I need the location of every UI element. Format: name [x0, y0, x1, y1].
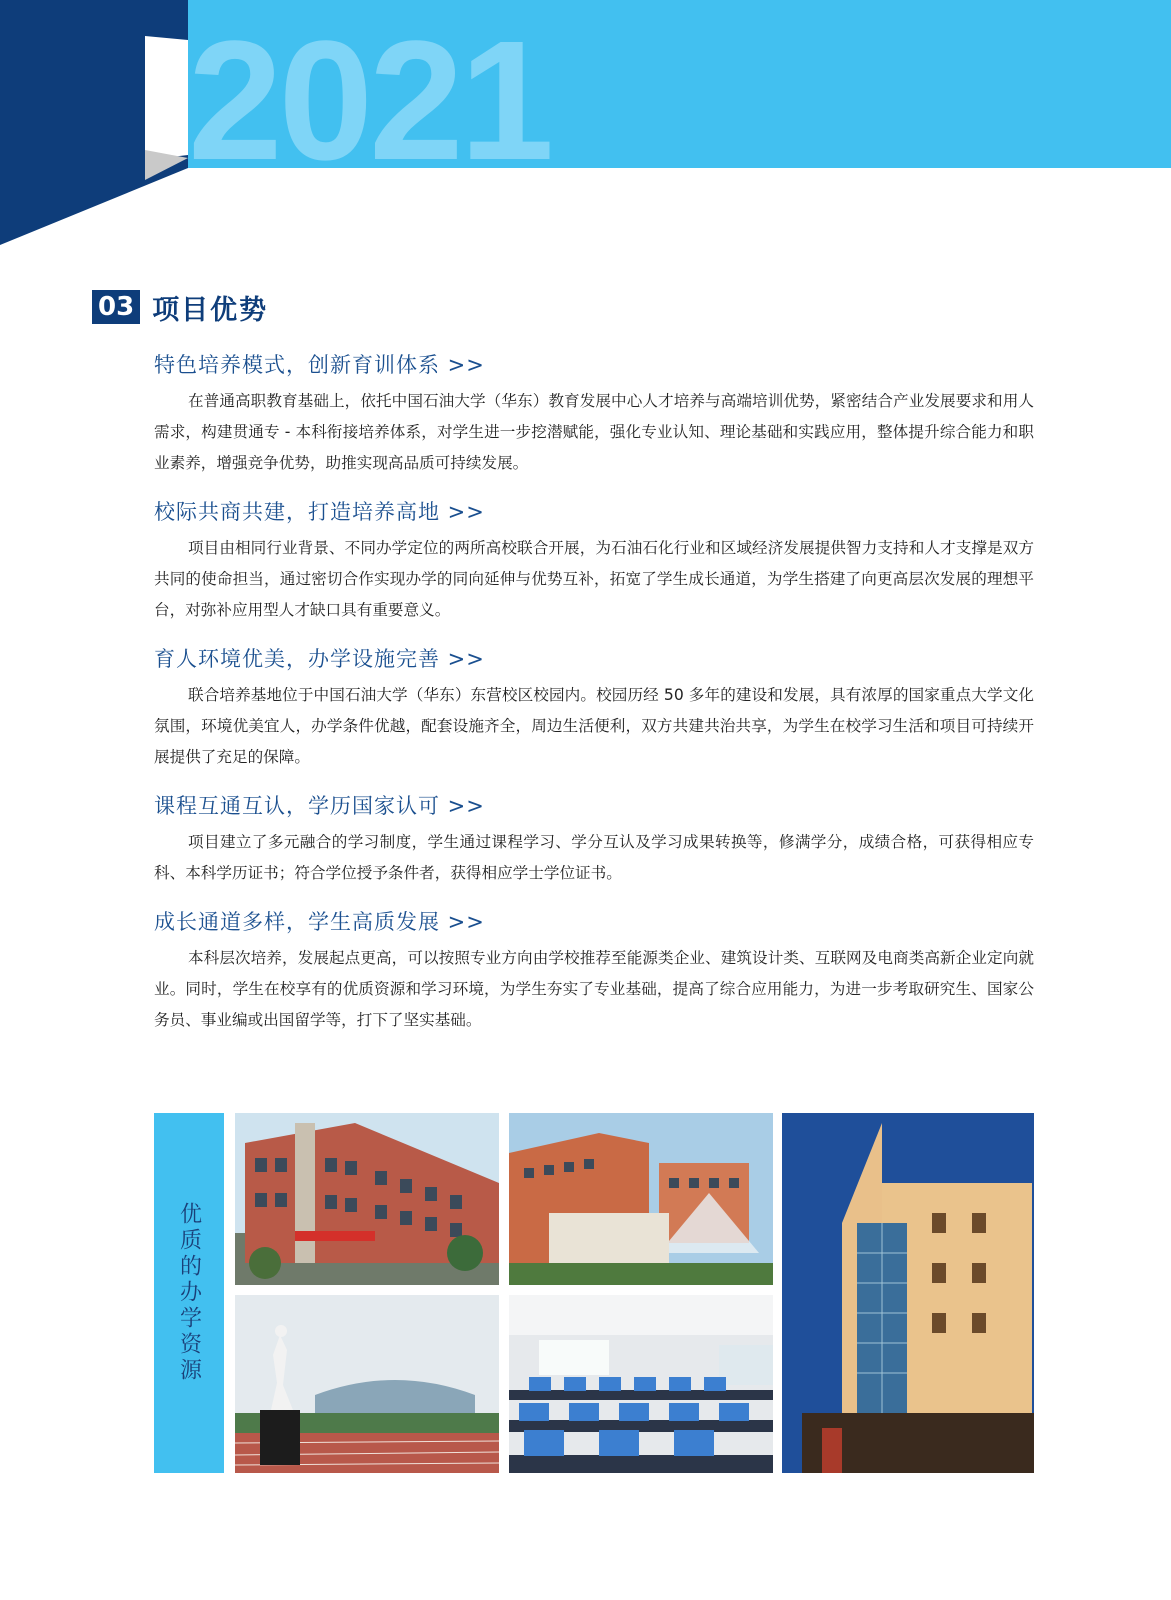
campus-overview-photo [509, 1113, 773, 1285]
block-text: 项目建立了多元融合的学习制度，学生通过课程学习、学分互认及学习成果转换等，修满学分，成绩合格，可获得相应专科、本科学历证书；符合学位授予条件者，获得相应学士学位证书。 [154, 833, 1034, 882]
block-title: 成长通道多样，学生高质发展 >> [154, 910, 485, 934]
advantage-block [154, 787, 1034, 889]
advantage-block [154, 903, 1034, 1036]
stadium-photo [235, 1295, 499, 1473]
photo-gallery [154, 1113, 1034, 1473]
advantage-block [154, 493, 1034, 626]
library-building-photo [782, 1113, 1034, 1473]
block-text: 项目由相同行业背景、不同办学定位的两所高校联合开展，为石油石化行业和区域经济发展提供智力支持和人才支撑是双方共同的使命担当，通过密切合作实现办学的同向延伸与优势互补，拓宽了学生成长通道，为学生搭建了向更高层次发展的理想平台，对弥补应用型人才缺口具有重要意义。 [154, 539, 1034, 619]
block-title: 校际共商共建，打造培养高地 >> [154, 500, 485, 524]
block-text: 在普通高职教育基础上，依托中国石油大学（华东）教育发展中心人才培养与高端培训优势，紧密结合产业发展要求和用人需求，构建贯通专 - 本科衔接培养体系，对学生进一步挖潜赋能，强化专业认知、理论基础和实践应用，整体提升综合能力和职业素养，增强竞争优势，助推实现高品质可持续发展。 [154, 392, 1034, 472]
block-text: 本科层次培养，发展起点更高，可以按照专业方向由学校推荐至能源类企业、建筑设计类、互联网及电商类高新企业定向就业。同时，学生在校享有的优质资源和学习环境，为学生夯实了专业基础，提高了综合应用能力，为进一步考取研究生、国家公务员、事业编或出国留学等，打下了坚实基础。 [154, 949, 1034, 1029]
advantage-block [154, 640, 1034, 773]
block-title: 特色培养模式，创新育训体系 >> [154, 353, 485, 377]
computer-lab-photo [509, 1295, 773, 1473]
campus-building-photo [235, 1113, 499, 1285]
content-area [154, 346, 1034, 1050]
gallery-label: 优质的办学资源 [176, 1202, 202, 1384]
advantage-block [154, 346, 1034, 479]
block-title: 课程互通互认，学历国家认可 >> [154, 794, 485, 818]
header-decoration [0, 0, 200, 250]
year-text: 2021 [188, 6, 551, 196]
gallery-label-panel [154, 1113, 224, 1473]
section-number: 03 [92, 290, 140, 324]
section-heading [92, 288, 268, 326]
block-text: 联合培养基地位于中国石油大学（华东）东营校区校园内。校园历经 50 多年的建设和发展，具有浓厚的国家重点大学文化氛围，环境优美宜人，办学条件优越，配套设施齐全，周边生活便利，双方共建共治共享，为学生在校学习生活和项目可持续开展提供了充足的保障。 [154, 686, 1034, 766]
block-title: 育人环境优美，办学设施完善 >> [154, 647, 485, 671]
section-title: 项目优势 [152, 294, 269, 326]
